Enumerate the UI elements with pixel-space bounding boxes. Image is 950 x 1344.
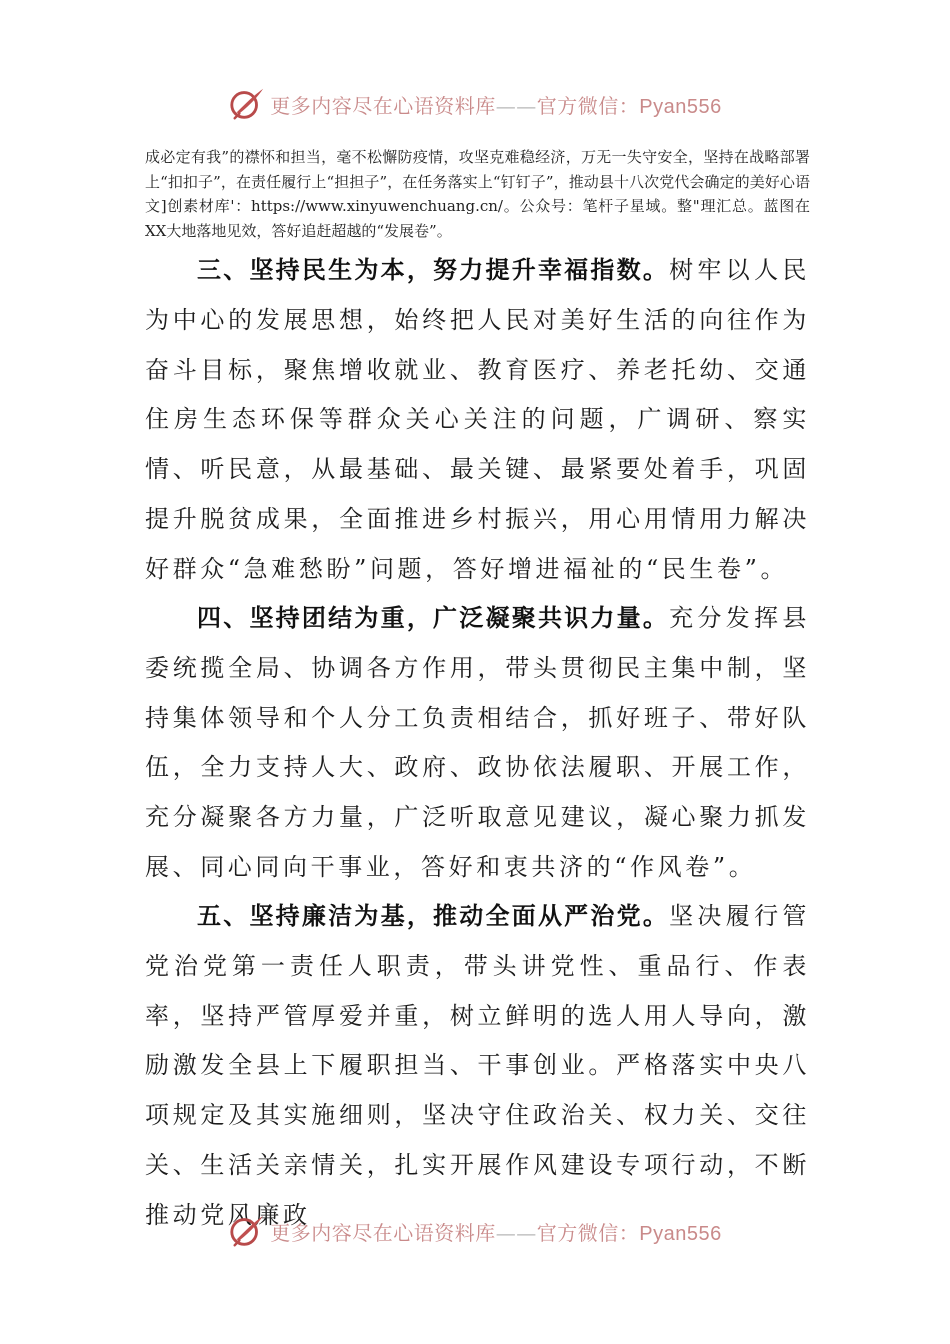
footer-watermark	[0, 1211, 950, 1251]
section-three-body: 树牢以人民为中心的发展思想，始终把人民对美好生活的向往作为奋斗目标，聚焦增收就业、教育医疗、养老托幼、交通住房生态环保等群众关心关注的问题，广调研、察实情、听民意，从最基础、最关键、最紧要处着手，巩固提升脱贫成果，全面推进乡村振兴，用心用情用力解决好群众“急难愁盼”问题，答好增进福祉的“民生卷”。	[145, 256, 811, 583]
watermark-text: 更多内容尽在心语资料库——官方微信：Pyan556	[270, 93, 722, 118]
section-five-paragraph	[145, 892, 810, 1241]
quill-logo-icon	[228, 85, 266, 123]
section-five-body: 坚决履行管党治党第一责任人职责，带头讲党性、重品行、作表率，坚持严管厚爱并重，树立鲜明的选人用人导向，激励激发全县上下履职担当、干事创业。严格落实中央八项规定及其实施细则，坚决守住政治关、权力关、交往关、生活关亲情关，扎实开展作风建设专项行动，不断推动党风廉政	[145, 902, 811, 1229]
watermark-text: 更多内容尽在心语资料库——官方微信：Pyan556	[270, 1220, 722, 1245]
section-three-paragraph	[145, 246, 810, 595]
header-watermark	[0, 84, 950, 124]
section-four-heading: 四、坚持团结为重，广泛凝聚共识力量。	[197, 604, 670, 632]
section-three-heading: 三、坚持民生为本，努力提升幸福指数。	[197, 256, 670, 284]
quill-logo-icon	[228, 1212, 266, 1250]
section-four-body: 充分发挥县委统揽全局、协调各方作用，带头贯彻民主集中制，坚持集体领导和个人分工负责相结合，抓好班子、带好队伍，全力支持人大、政府、政协依法履职、开展工作，充分凝聚各方力量，广泛听取意见建议，凝心聚力抓发展、同心同向干事业，答好和衷共济的“作风卷”。	[145, 604, 811, 881]
section-four-paragraph	[145, 594, 810, 893]
continuation-paragraph: 成必定有我”的襟怀和担当，毫不松懈防疫情，攻坚克难稳经济，万无一失守安全，坚持在战略部署上“扣扣子”，在责任履行上“担担子”，在任务落实上“钉钉子”，推动县十八次党代会确定的美好心语文]创素材库'：https://www.xinyuwenchuang.cn/。公众号：笔杆子星域。整"理汇总。蓝图在XX大地落地见效，答好追赶超越的“发展卷”。	[145, 148, 810, 240]
section-five-heading: 五、坚持廉洁为基，推动全面从严治党。	[197, 902, 670, 930]
